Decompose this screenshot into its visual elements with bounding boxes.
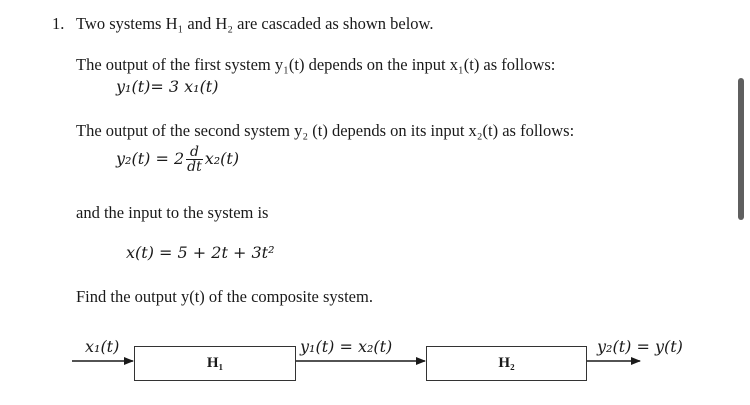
block-h1-label: H₁ [206,355,224,371]
block-h1 [134,346,296,381]
derivative-fraction [186,145,203,174]
scrollbar-thumb[interactable] [738,78,744,220]
system2-equation-left: y₂(t) = 2 [116,149,185,168]
system1-description: The output of the first system y₁(t) depends on the input x₁(t) as follows: [76,55,556,74]
derivative-denominator: dt [187,159,202,175]
diagram-input-label: x₁(t) [85,337,120,356]
diagram-output-label: y₂(t) = y(t) [597,337,683,356]
input-description: and the input to the system is [76,203,269,222]
task-description: Find the output y(t) of the composite system. [76,287,373,306]
derivative-numerator: d [189,144,199,160]
block-h2-label: H₂ [498,355,515,371]
system2-equation-right: x₂(t) [204,149,240,168]
system1-equation: y₁(t)= 3 x₁(t) [116,77,219,96]
block-h2 [426,346,587,381]
question-intro: Two systems H₁ and H₂ are cascaded as shown below. [76,14,434,33]
system2-description: The output of the second system y₂ (t) depends on its input x₂(t) as follows: [76,121,575,140]
input-equation: x(t) = 5 + 2t + 3t² [126,243,275,262]
question-number: 1. [52,14,65,33]
system2-equation [116,145,239,174]
diagram-mid-label: y₁(t) = x₂(t) [300,337,393,356]
